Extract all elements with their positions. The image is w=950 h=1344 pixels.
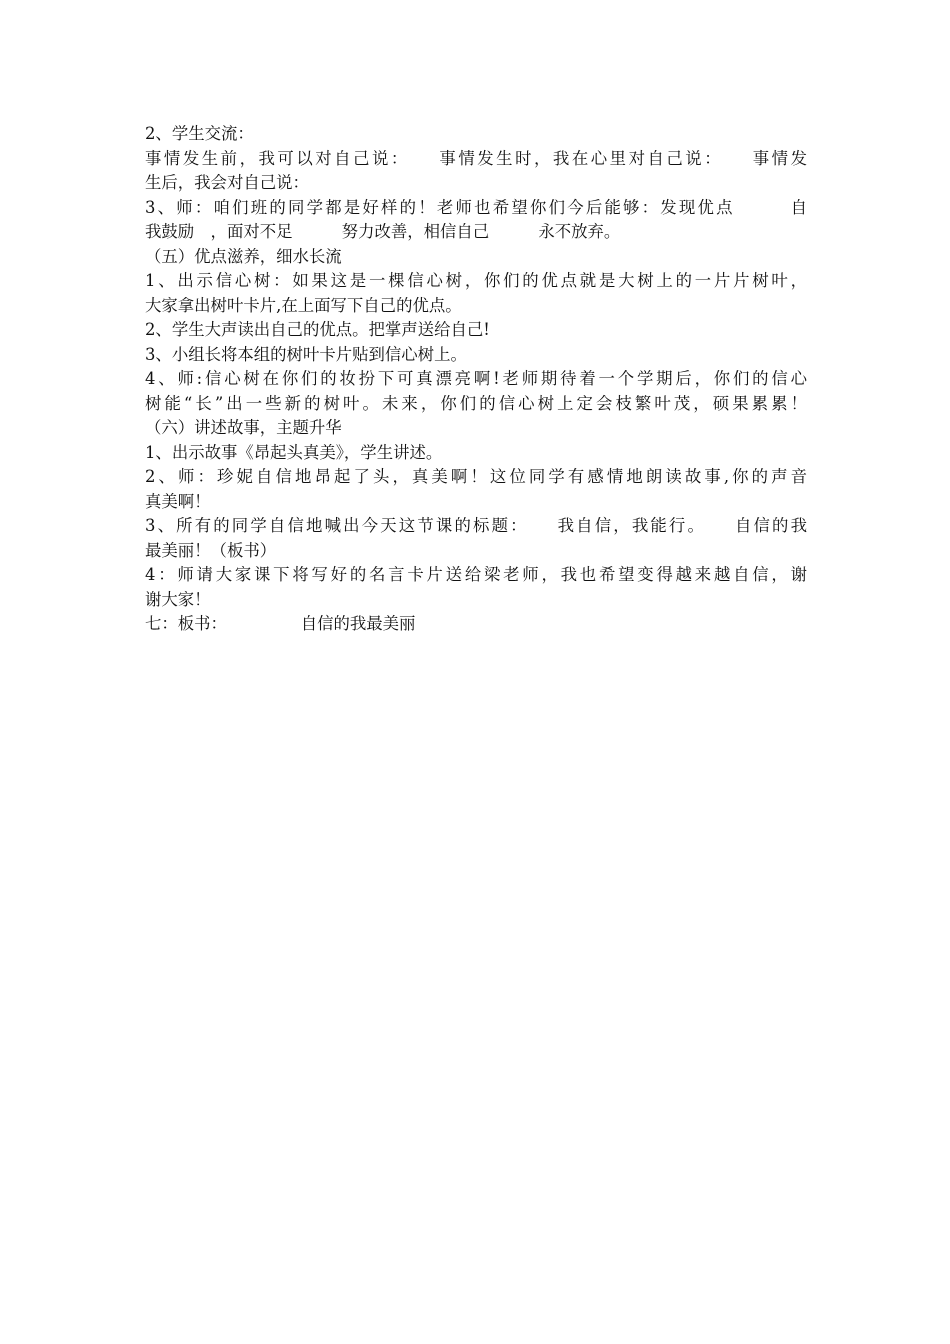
text-line: 2、学生交流： (145, 124, 254, 143)
text-line: 1、出示故事《昂起头真美》，学生讲述。 (145, 442, 443, 462)
text-line: 2、学生大声读出自己的优点。把掌声送给自己! (145, 320, 490, 339)
board-writing-line: 七：板书： 自信的我最美丽 (145, 614, 416, 633)
text-line: 3、师：咱们班的同学都是好样的！老师也希望你们今后能够：发现优点 自 (145, 197, 807, 217)
text-line: 3、所有的同学自信地喊出今天这节课的标题： 我自信，我能行。 自信的我 (145, 516, 807, 535)
text-line: 事情发生前，我可以对自己说： 事情发生时，我在心里对自己说： 事情发 (145, 148, 807, 168)
document-body (145, 122, 807, 637)
text-line: 4：师请大家课下将写好的名言卡片送给梁老师，我也希望变得越来越自信，谢 (145, 565, 807, 584)
text-line: 真美啊！ (145, 491, 211, 511)
text-line: 2、师：珍妮自信地昂起了头，真美啊！这位同学有感情地朗读故事,你的声音 (145, 467, 807, 486)
text-line: 生后，我会对自己说： (145, 173, 309, 192)
text-line: 最美丽！（板书） (145, 540, 277, 560)
text-line: 4、师:信心树在你们的妆扮下可真漂亮啊!老师期待着一个学期后，你们的信心 (145, 369, 807, 388)
text-line: 树能“长”出一些新的树叶。未来，你们的信心树上定会枝繁叶茂，硕果累累！ (145, 393, 807, 413)
text-line: 3、小组长将本组的树叶卡片贴到信心树上。 (145, 344, 467, 364)
section-heading: （六）讲述故事，主题升华 (145, 418, 342, 437)
text-line: 1、出示信心树：如果这是一棵信心树，你们的优点就是大树上的一片片树叶， (145, 271, 807, 290)
text-line: 我鼓励 ，面对不足 努力改善，相信自己 永不放弃。 (145, 222, 621, 241)
text-line: 谢大家！ (145, 589, 211, 609)
text-line: 大家拿出树叶卡片,在上面写下自己的优点。 (145, 295, 462, 315)
section-heading: （五）优点滋养，细水长流 (145, 246, 342, 266)
